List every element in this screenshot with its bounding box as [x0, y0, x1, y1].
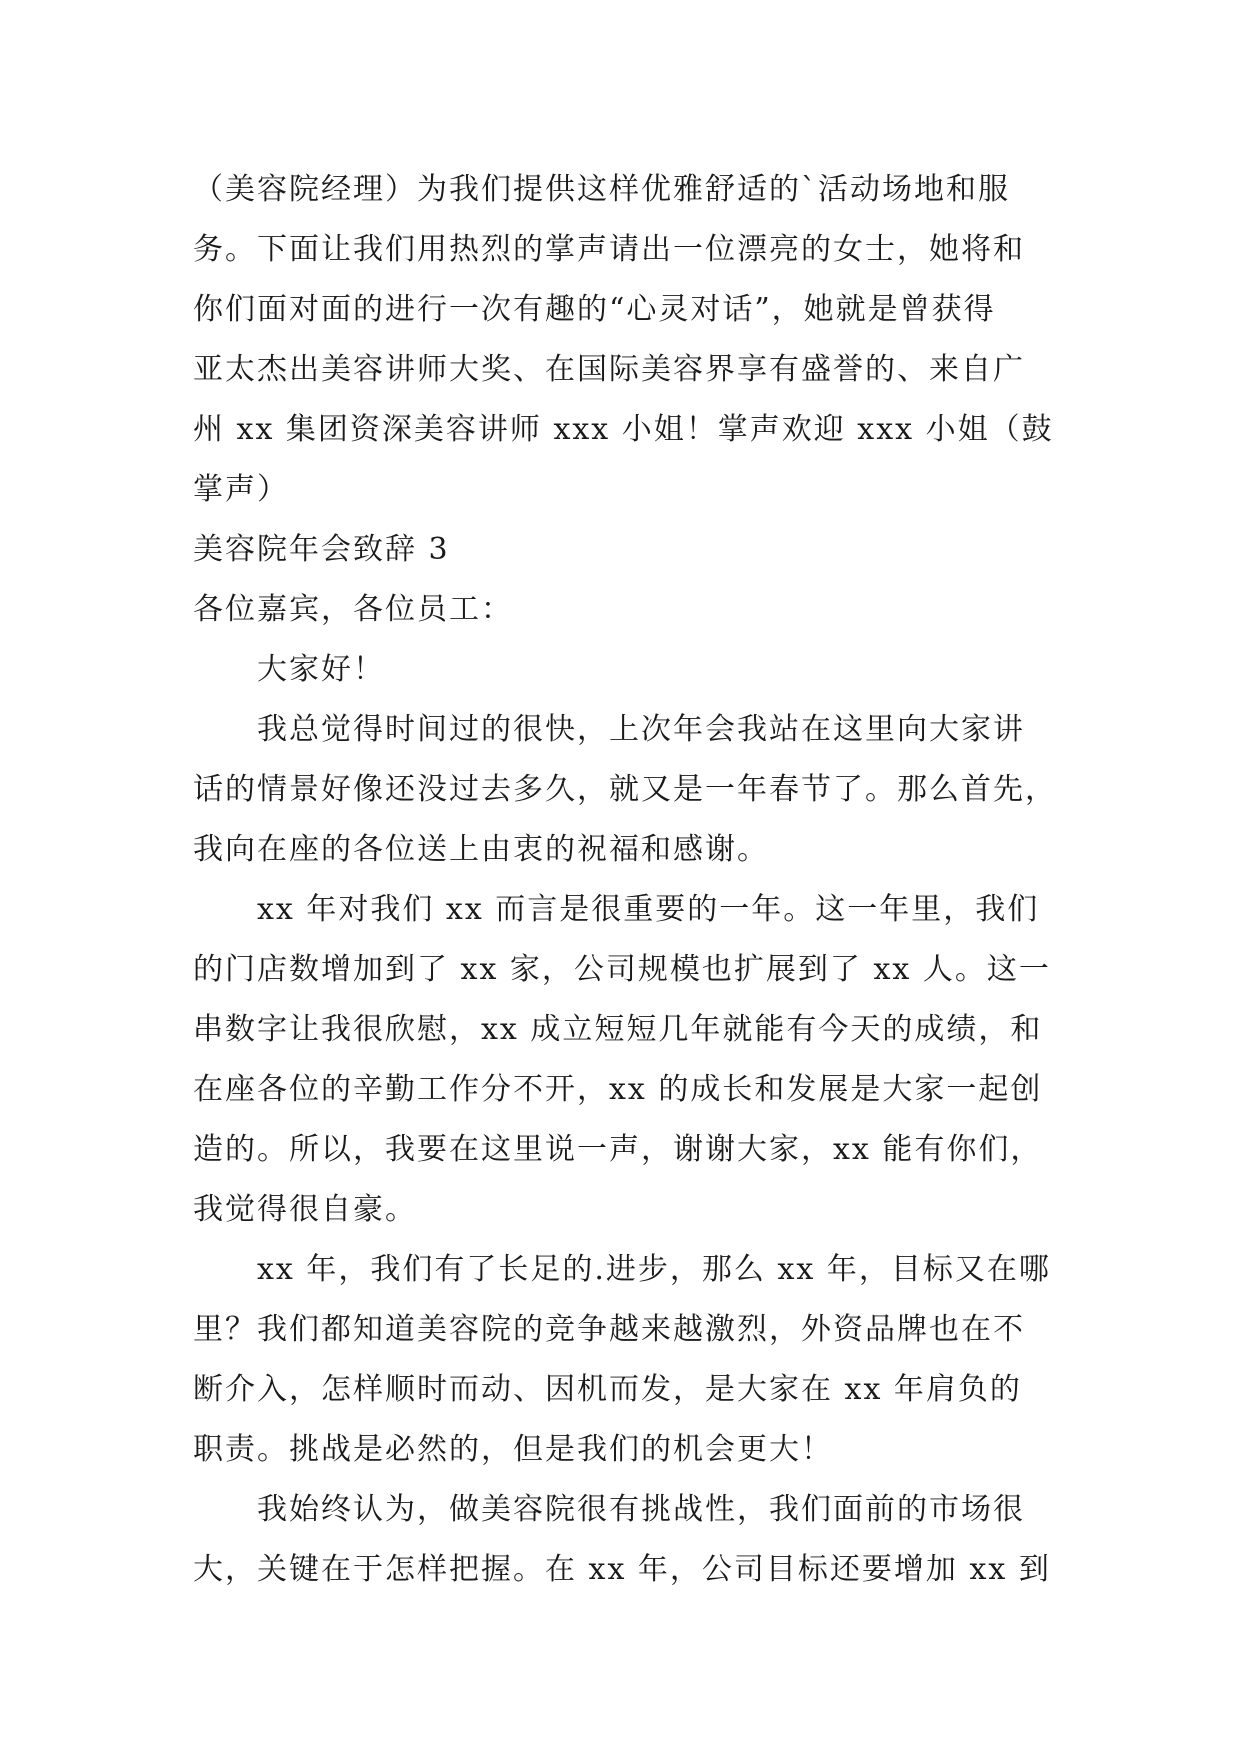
- paragraph-3: [193, 1240, 1063, 1480]
- text-line: 职责。挑战是必然的，但是我们的机会更大！: [193, 1432, 833, 1467]
- text-line: 在座各位的辛勤工作分不开，xx 的成长和发展是大家一起创: [193, 1072, 1043, 1107]
- text-line: 串数字让我很欣慰，xx 成立短短几年就能有今天的成绩，和: [193, 1012, 1043, 1047]
- salutation: 各位嘉宾，各位员工：: [193, 592, 513, 627]
- intro-paragraph: [193, 160, 1063, 520]
- section-title: 美容院年会致辞 3: [193, 532, 450, 567]
- paragraph-1: [193, 700, 1063, 880]
- text-line: 话的情景好像还没过去多久，就又是一年春节了。那么首先，: [193, 772, 1057, 807]
- text-line: 务。下面让我们用热烈的掌声请出一位漂亮的女士，她将和: [193, 232, 1025, 267]
- text-line: xx 年，我们有了长足的.进步，那么 xx 年，目标又在哪: [257, 1252, 1051, 1287]
- text-line: 造的。所以，我要在这里说一声，谢谢大家，xx 能有你们，: [193, 1132, 1043, 1167]
- text-line: 掌声）: [193, 472, 289, 507]
- text-line: （美容院经理）为我们提供这样优雅舒适的`活动场地和服: [193, 172, 1010, 207]
- text-line: 断介入，怎样顺时而动、因机而发，是大家在 xx 年肩负的: [193, 1372, 1022, 1407]
- paragraph-4: [193, 1480, 1063, 1600]
- text-line: 大，关键在于怎样把握。在 xx 年，公司目标还要增加 xx 到: [193, 1552, 1051, 1587]
- text-line: 我觉得很自豪。: [193, 1192, 417, 1227]
- greeting: 大家好！: [257, 652, 385, 687]
- text-line: 我总觉得时间过的很快，上次年会我站在这里向大家讲: [257, 712, 1025, 747]
- text-line: 你们面对面的进行一次有趣的“心灵对话”，她就是曾获得: [193, 292, 996, 327]
- text-line: 亚太杰出美容讲师大奖、在国际美容界享有盛誉的、来自广: [193, 352, 1025, 387]
- paragraph-2: [193, 880, 1063, 1240]
- text-line: 的门店数增加到了 xx 家，公司规模也扩展到了 xx 人。这一: [193, 952, 1051, 987]
- document-page: [193, 160, 1063, 1600]
- text-line: 州 xx 集团资深美容讲师 xxx 小姐！掌声欢迎 xxx 小姐（鼓: [193, 412, 1054, 447]
- text-line: 我向在座的各位送上由衷的祝福和感谢。: [193, 832, 769, 867]
- text-line: 里？我们都知道美容院的竞争越来越激烈，外资品牌也在不: [193, 1312, 1025, 1347]
- text-line: 我始终认为，做美容院很有挑战性，我们面前的市场很: [257, 1492, 1025, 1527]
- text-line: xx 年对我们 xx 而言是很重要的一年。这一年里，我们: [257, 892, 1040, 927]
